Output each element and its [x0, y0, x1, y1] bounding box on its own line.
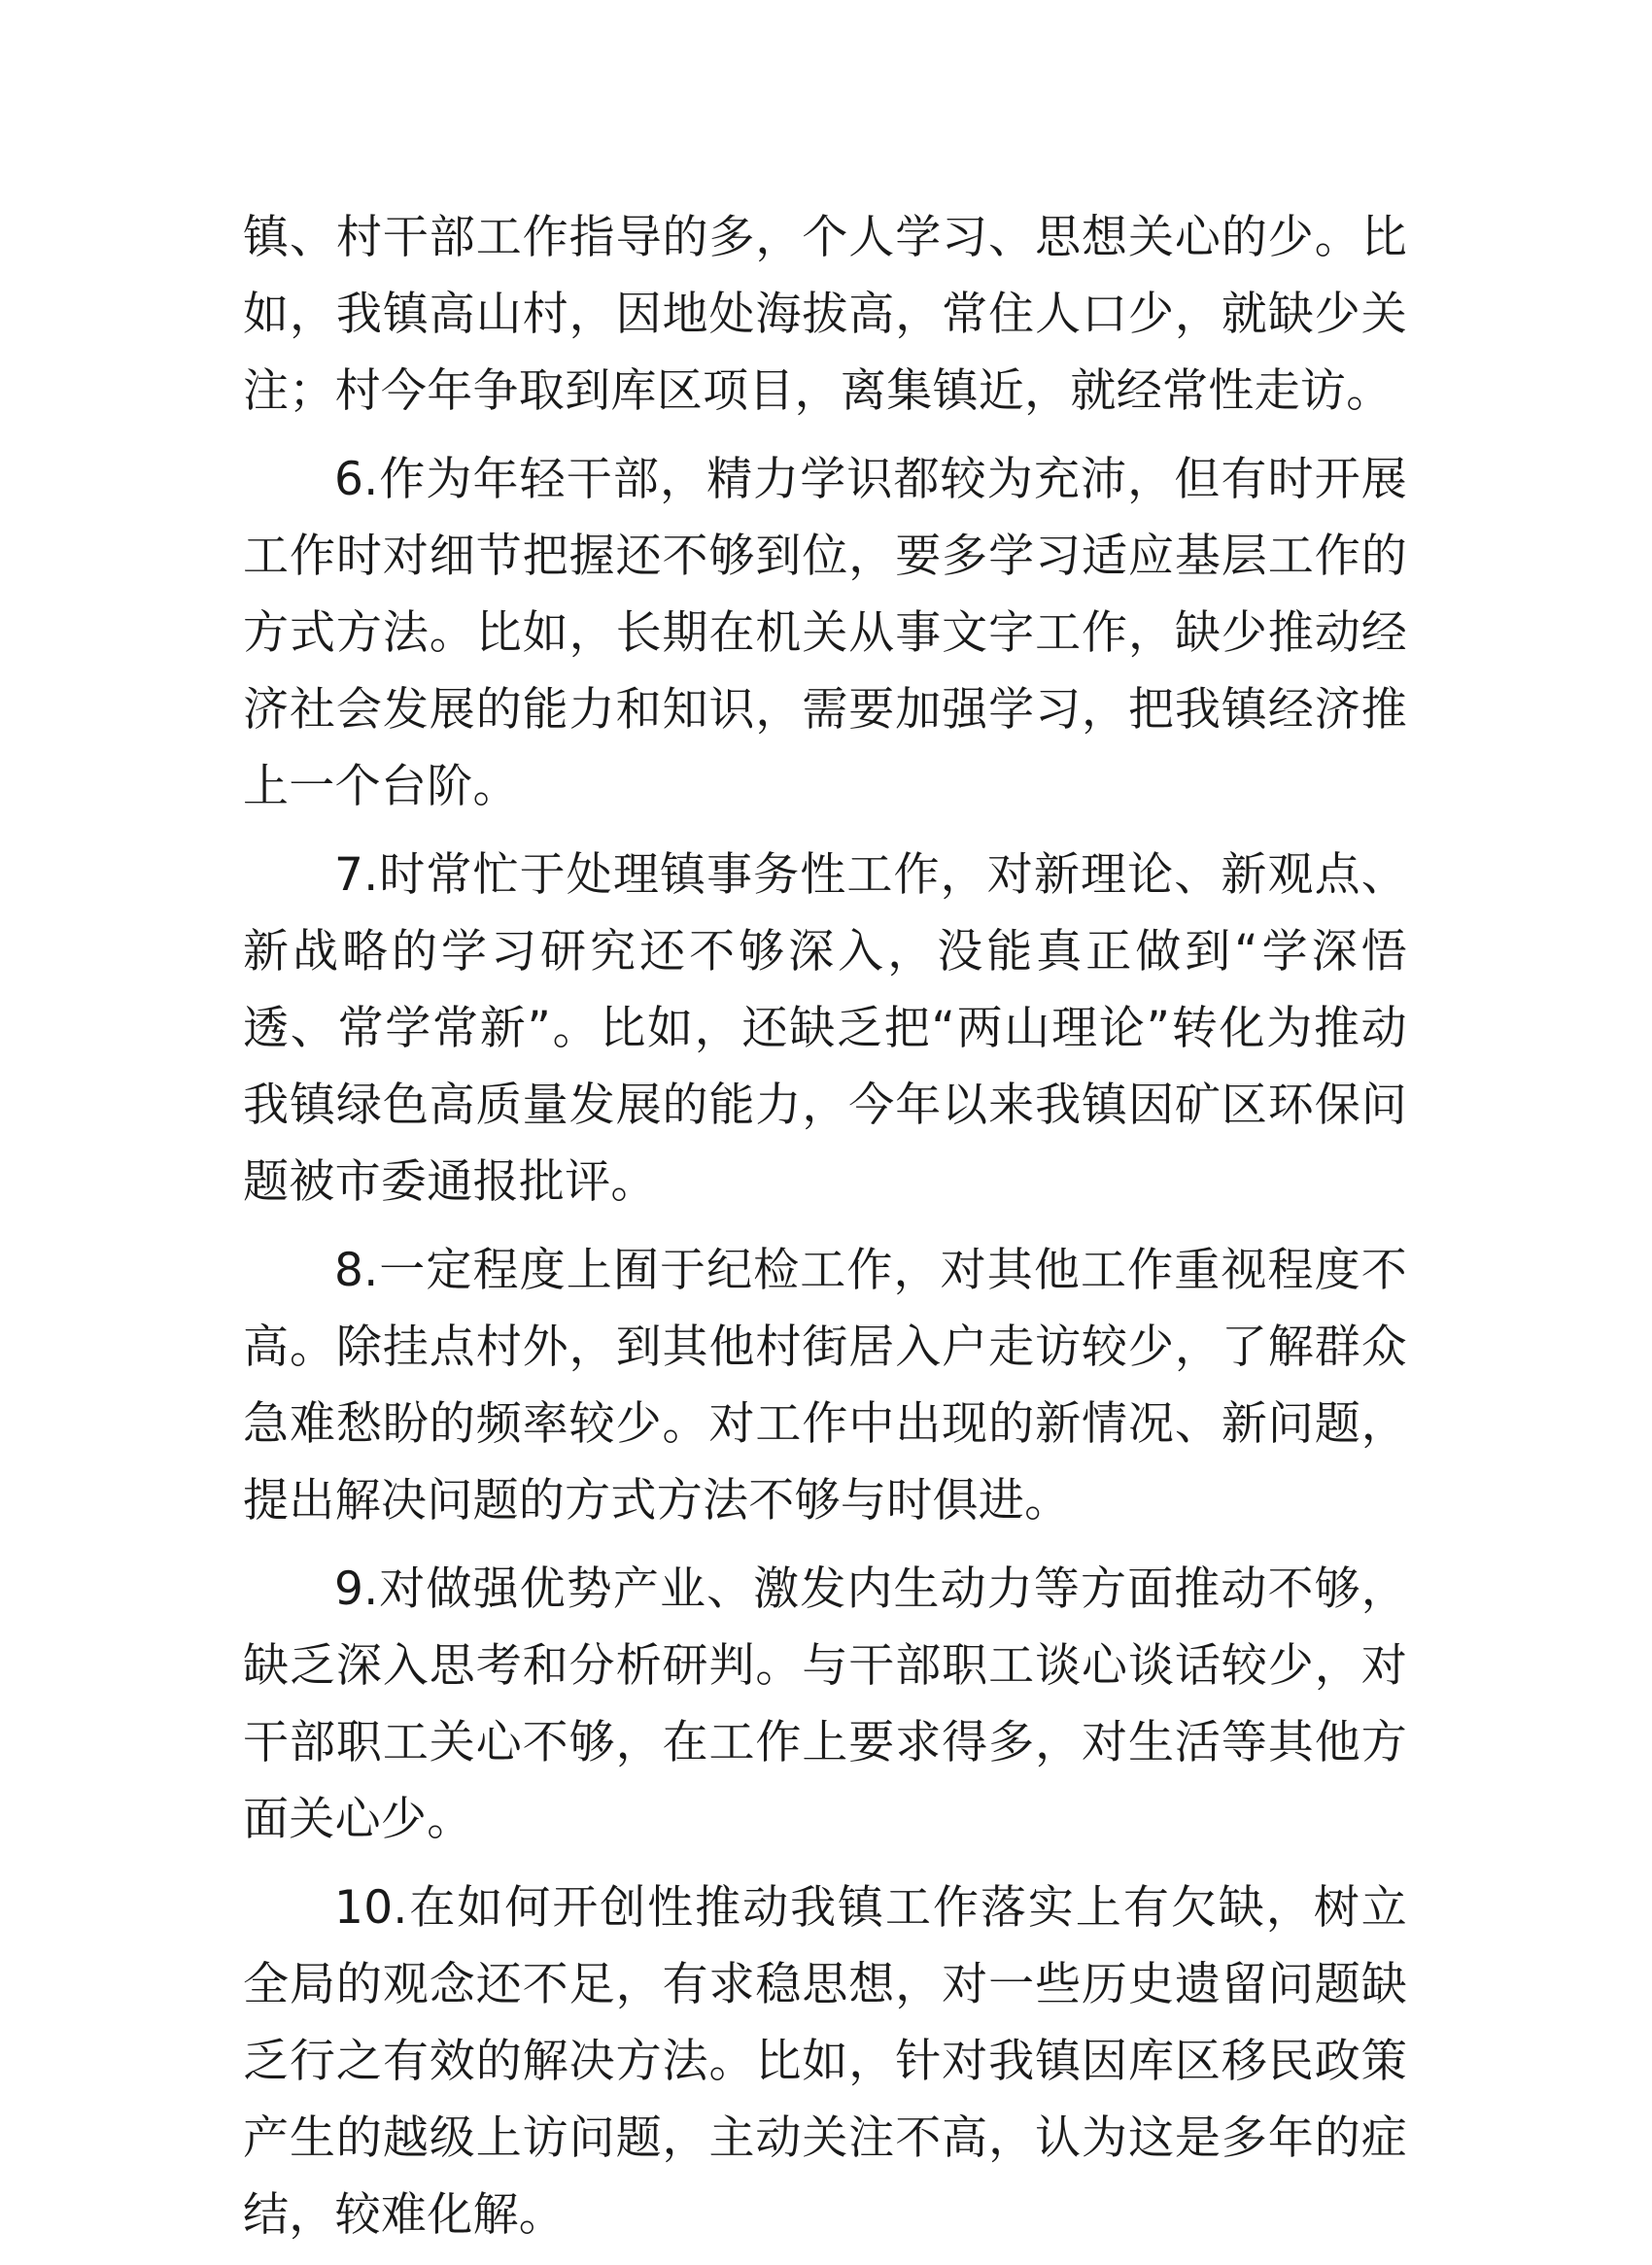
document-page: [243, 199, 1407, 2265]
paragraph-item-10: 10.在如何开创性推动我镇工作落实上有欠缺，树立全局的观念还不足，有求稳思想，对一些历史遗留问题缺乏行之有效的解决方法。比如，针对我镇因库区移民政策产生的越级上访问题，主动关注不高，认为这是多年的症结，较难化解。: [243, 1881, 1407, 2242]
paragraph-item-9: 9.对做强优势产业、激发内生动力等方面推动不够，缺乏深入思考和分析研判。与干部职工谈心谈话较少，对干部职工关心不够，在工作上要求得多，对生活等其他方面关心少。: [243, 1562, 1407, 1846]
paragraph-item-8: 8.一定程度上囿于纪检工作，对其他工作重视程度不高。除挂点村外，到其他村街居入户走访较少，了解群众急难愁盼的频率较少。对工作中出现的新情况、新问题，提出解决问题的方式方法不够与时俱进。: [243, 1244, 1407, 1527]
paragraph-item-6: 6.作为年轻干部，精力学识都较为充沛，但有时开展工作时对细节把握还不够到位，要多学习适应基层工作的方式方法。比如，长期在机关从事文字工作，缺少推动经济社会发展的能力和知识，需要加强学习，把我镇经济推上一个台阶。: [243, 453, 1407, 813]
paragraph-continued: 镇、村干部工作指导的多，个人学习、思想关心的少。比如，我镇高山村，因地处海拔高，常住人口少，就缺少关注；村今年争取到库区项目，离集镇近，就经常性走访。: [243, 211, 1407, 418]
paragraph-item-7: 7.时常忙于处理镇事务性工作，对新理论、新观点、新战略的学习研究还不够深入，没能真正做到“学深悟透、常学常新”。比如，还缺乏把“两山理论”转化为推动我镇绿色高质量发展的能力，今年以来我镇因矿区环保问题被市委通报批评。: [243, 848, 1407, 1209]
